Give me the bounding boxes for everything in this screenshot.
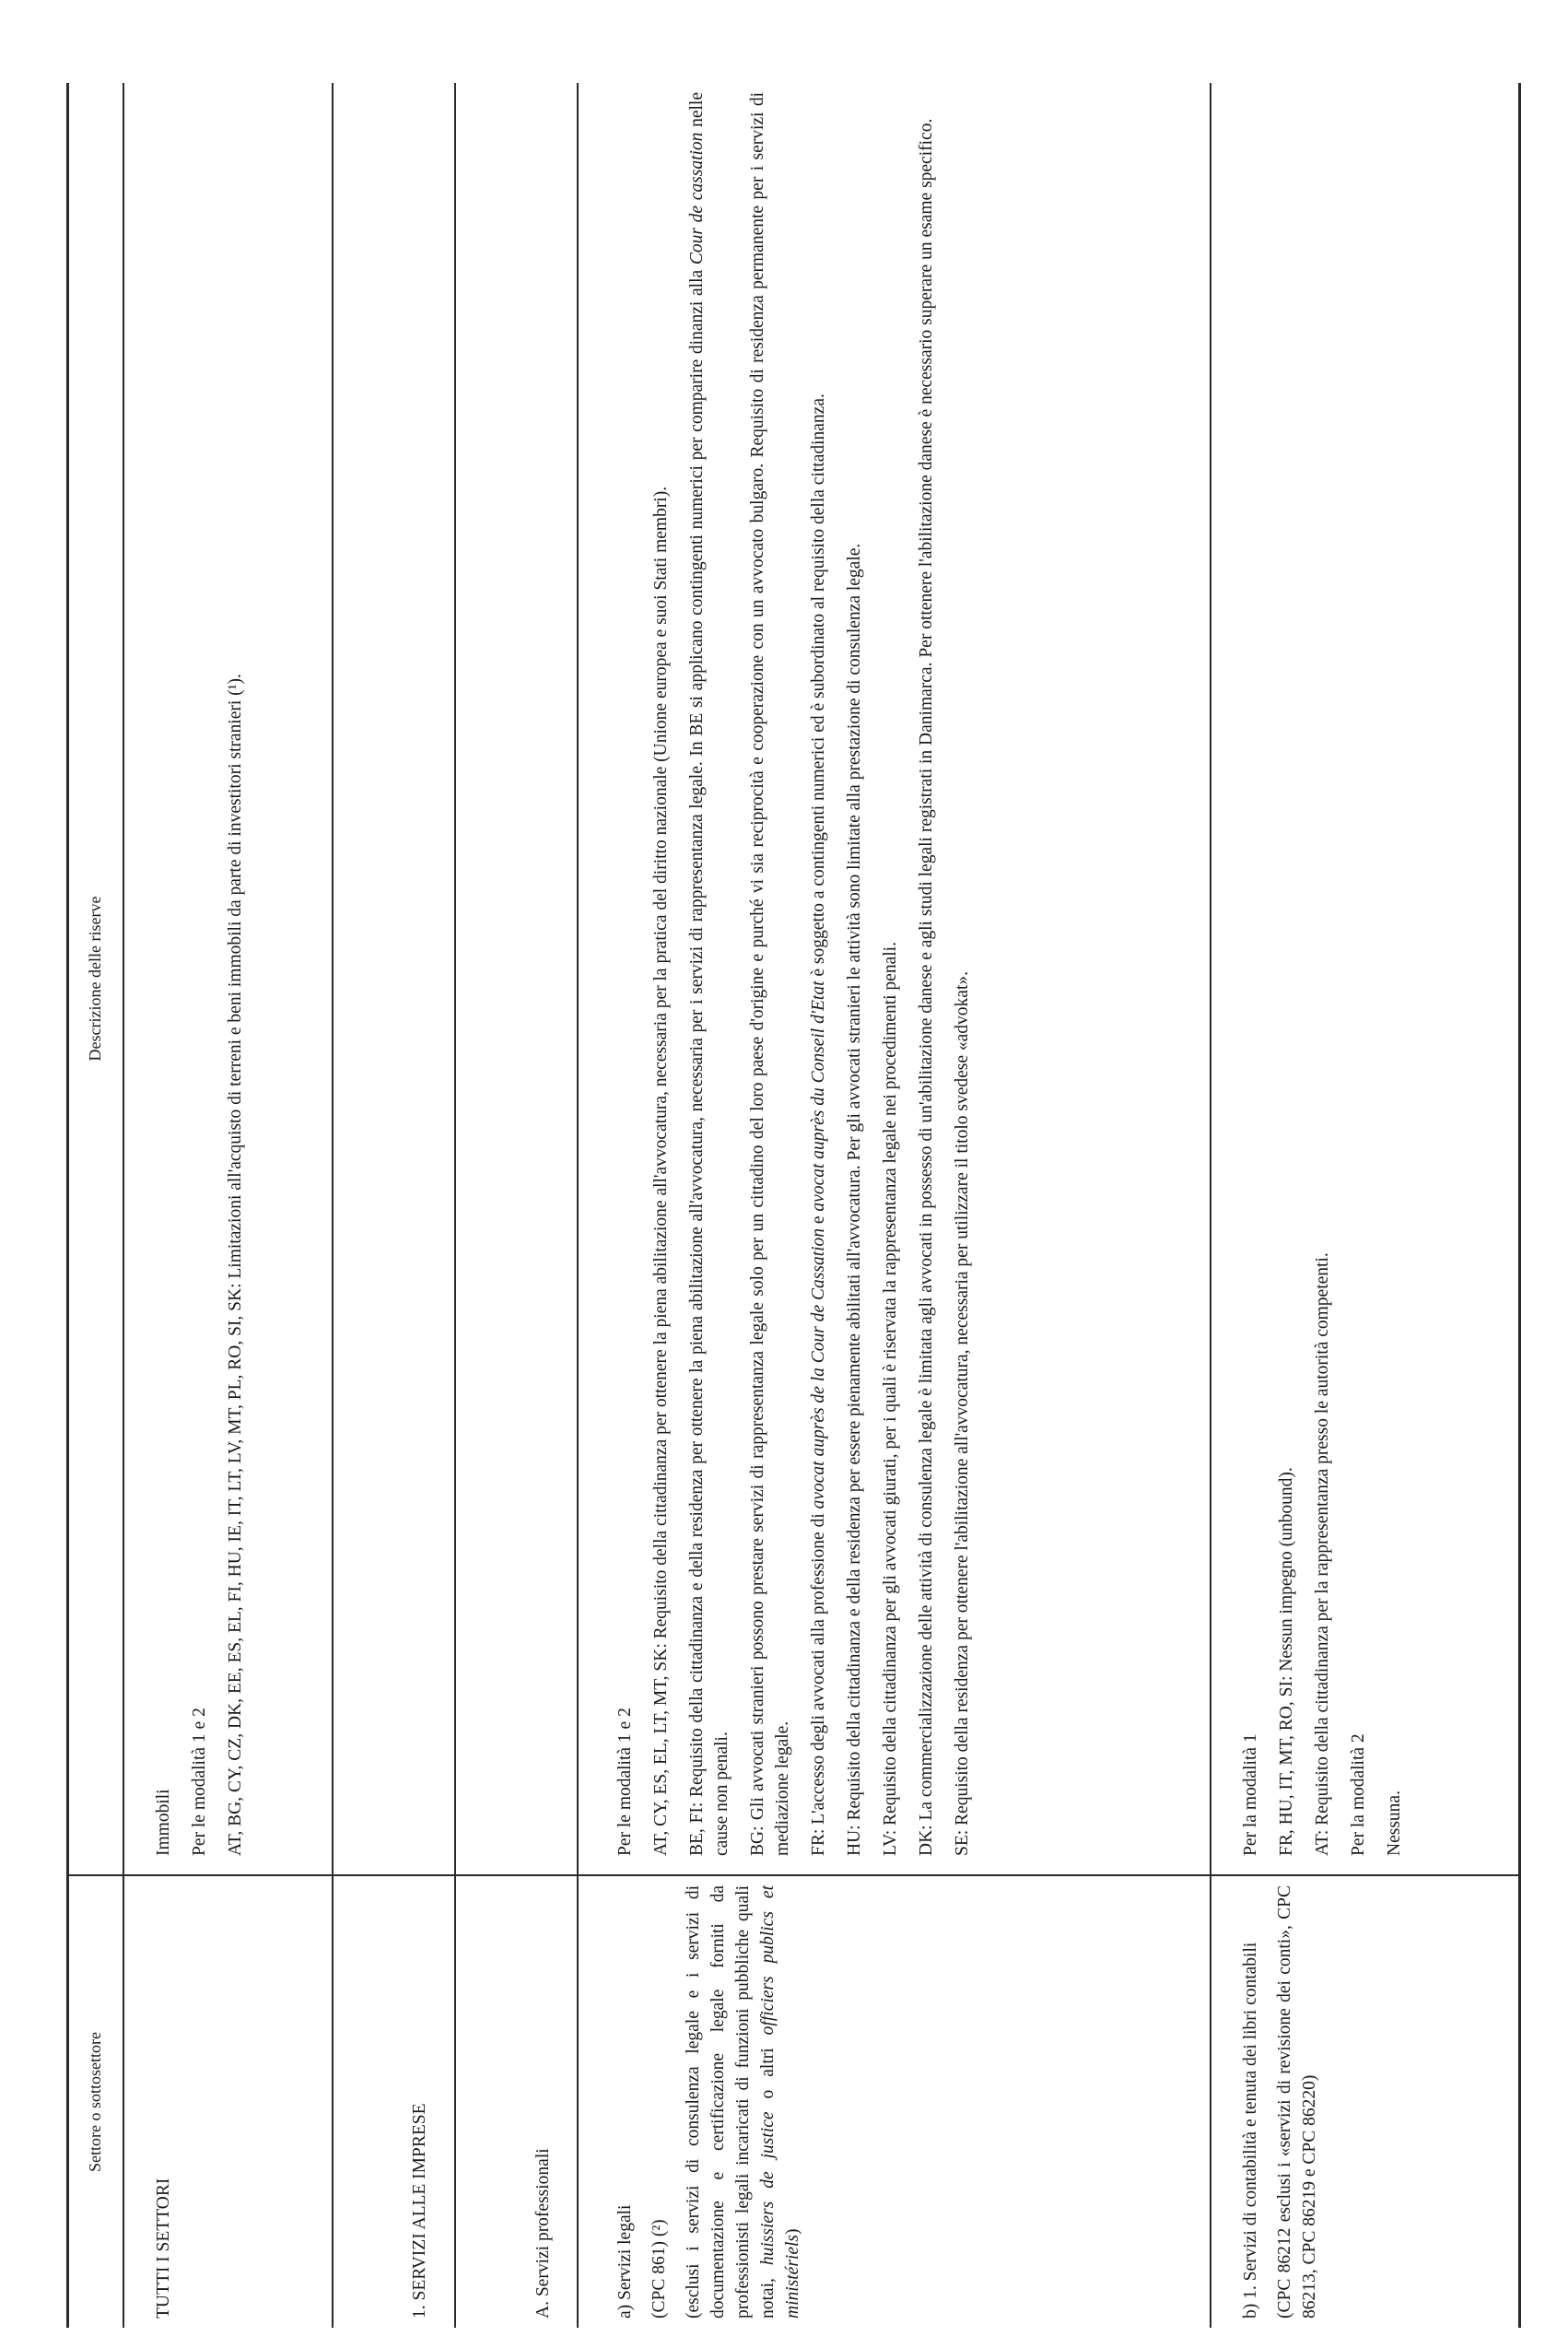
- desc-legal-p2: BE, FI: Requisito della cittadinanza e della residenza per ottenere la piena abilitazione all'avvocatura, necessaria per i servizi di rappresentanza legale. In BE si applicano contingenti numerici per comparire dinanzi alla Cour de cassation nelle cause non penali.: [687, 92, 731, 1856]
- desc-legal: [613, 92, 986, 1856]
- sector-business: [407, 1885, 443, 2319]
- desc-legal-mode: Per le modalità 1 e 2: [615, 1708, 635, 1856]
- sector-all-label: TUTTI I SETTORI: [154, 2178, 173, 2319]
- sector-business-label: 1. SERVIZI ALLE IMPRESE: [410, 2103, 429, 2319]
- rule-after-all-sectors: [332, 83, 333, 2328]
- rule-bottom: [1518, 83, 1521, 2328]
- desc-accounting-p2: AT: Requisito della cittadinanza per la rappresentanza presso le autorità competenti.: [1313, 1252, 1332, 1856]
- sector-all: [151, 1885, 187, 2319]
- sector-accounting: [1238, 1885, 1333, 2319]
- sector-legal-cpc: (CPC 861) (²): [649, 2219, 669, 2319]
- desc-legal-p8: SE: Requisito della residenza per ottenere l'abilitazione all'avvocatura, necessaria per utilizzare il titolo svedese «advokat».: [953, 971, 972, 1856]
- header-description: Descrizione delle riserve: [86, 896, 104, 1062]
- desc-legal-p6: LV: Requisito della cittadinanza per gli avvocati giurati, per i quali è riservata la rappresentanza legale nei procedimenti penali.: [881, 942, 900, 1856]
- sector-professional-label: A. Servizi professionali: [533, 2148, 553, 2319]
- rule-after-legal: [1210, 83, 1211, 2328]
- desc-legal-p7: DK: La commercializzazione delle attività di consulenza legale è limitata agli avvocati in possesso di un'abilitazione danese e agli studi legali registrati in Danimarca. Per ottenere l'abilitazione danese è necessario superare un esame specifico.: [917, 118, 936, 1856]
- sector-legal: [613, 1885, 816, 2319]
- desc-legal-p5: HU: Requisito della cittadinanza e della residenza per essere pienamente abilitati all'avvocatura. Per gli avvocati stranieri le attività sono limitate alla prestazione di consulenza legale.: [845, 543, 864, 1856]
- desc-accounting: [1238, 92, 1418, 1856]
- rule-after-professional: [577, 83, 579, 2328]
- rule-header: [123, 83, 124, 2328]
- desc-all-text: AT, BG, CY, CZ, DK, EE, ES, EL, FI, HU, IE, IT, LT, LV, MT, PL, RO, SI, SK: Limitazioni all'acquisto di terreni e beni immobili da parte di investitori stranieri (¹).: [226, 674, 245, 1856]
- desc-accounting-mode2: Per la modalità 2: [1349, 1733, 1368, 1856]
- desc-legal-p4: FR: L'accesso degli avvocati alla professione di avocat auprès de la Cour de Cassation e avocat auprès du Conseil d'Etat è soggetto a contingenti numerici ed è subordinato al requisito della cittadinanza.: [809, 393, 828, 1856]
- desc-accounting-p1: FR, HU, IT, MT, RO, SI: Nessun impegno (unbound).: [1277, 1467, 1296, 1856]
- rule-top: [66, 83, 69, 2328]
- desc-accounting-p3: Nessuna.: [1385, 1790, 1404, 1856]
- rule-after-business-services: [454, 83, 456, 2328]
- sector-legal-title: a) Servizi legali: [615, 2204, 635, 2319]
- desc-legal-p1: AT, CY, ES, EL, LT, MT, SK: Requisito della cittadinanza per ottenere la piena abilitazione all'avvocatura, necessaria per la pratica del diritto nazionale (Unione europea e suoi Stati membri).: [651, 486, 671, 1856]
- reservations-table: [66, 83, 1522, 2328]
- header-sector: Settore o sottosettore: [86, 2032, 104, 2172]
- column-divider: [66, 1874, 1520, 1876]
- desc-all: [151, 92, 259, 1856]
- sector-accounting-cpc: (CPC 86212 esclusi i «servizi di revisione dei conti», CPC 86213, CPC 86219 e CPC 86220): [1275, 1885, 1319, 2319]
- sector-professional: [531, 1885, 567, 2319]
- sector-legal-note: (esclusi i servizi di consulenza legale e i servizi di documentazione e certificazione legale forniti da professionisti legali incaricati di funzioni pubbliche quali notai, huissiers de justice o altri officiers publics et ministériels): [684, 1885, 802, 2319]
- desc-accounting-mode1: Per la modalità 1: [1241, 1733, 1260, 1856]
- sector-accounting-title: b) 1. Servizi di contabilità e tenuta dei libri contabili: [1241, 1942, 1260, 2319]
- desc-legal-p3: BG: Gli avvocati stranieri possono prestare servizi di rappresentanza legale solo per un cittadino del loro paese d'origine e purché vi sia reciprocità e cooperazione con un avvocato bulgaro. Requisito di residenza permanente per i servizi di mediazione legale.: [748, 92, 792, 1856]
- desc-all-mode: Per le modalità 1 e 2: [190, 1708, 209, 1856]
- desc-all-heading: Immobili: [154, 1789, 173, 1856]
